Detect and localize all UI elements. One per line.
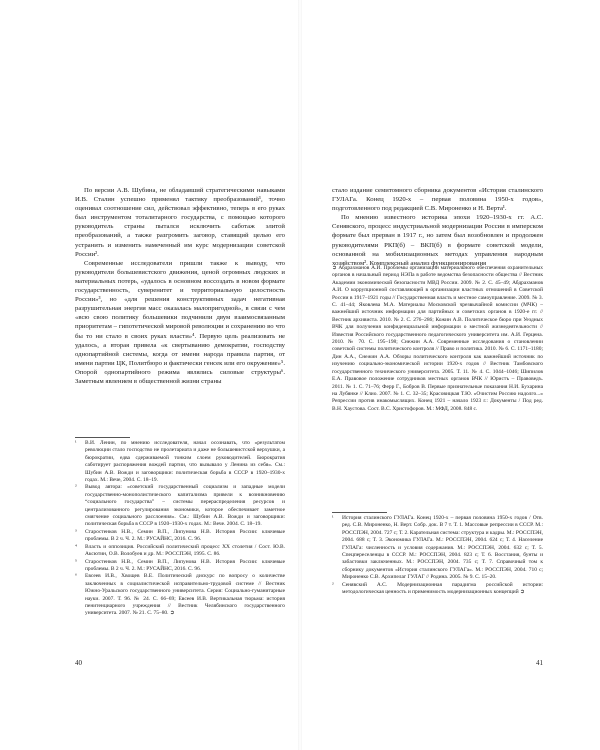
footnote-number: ⁴	[75, 543, 77, 550]
footnote-number: ⁵	[75, 558, 77, 565]
footnote-number: ¹	[75, 440, 77, 446]
right-footnotes	[332, 265, 543, 413]
paragraph: По мнению известного историка эпохи 1920–1930-х гг. А.С. Сенявского, процесс индустриальной модернизации России в имперском формате был прерван в 1917 г., но затем был возобновлен и продолжен руководителями РКП(б) – ВКП(б) в формате советской модели, основанной на мобилизационных методах управления народным хозяйством². Комплексный анализ функционирования	[332, 214, 543, 267]
footnote	[332, 515, 543, 582]
footnote-number: ³	[75, 528, 77, 535]
footnote-separator	[75, 437, 130, 438]
footnote-text: Вывод автора: «советский государственный социализм и западные модели государственно-монополистического капитализма привели к возникновению “социального государства” – системы перераспределения ресурсов и централизованного регулирования экономики, которое обеспечивает заметное смягчение социального расслоения». См.: Шубин А.В. Вожди и заговорщики: политическая борьба в СССР в 1920–1930-х годах. М.: Вече. 2004. С. 18–19.	[85, 484, 285, 528]
footnote-number: ²	[332, 581, 334, 588]
paragraph: Современные исследователи пришли также к выводу, что руководители большевистского движения, ценой огромных людских и материальных потерь, «удалось в основном воссоздать в новом формате государственность, суверенитет и территориальную целостность России»³, но «для решения конструктивных задач негативная разрушительная энергия масс оказалась малопригодной», в связи с чем «всю свою политику большевики подчинили двум взаимосвязанным приоритетам – гипотетической мировой революции и сохранению во что бы то ни стало в своих руках власти»⁴. Первую цель реализовать не удалось, а вторая привела «к свертыванию демократии, господству однопартийной системы, когда от имени народа правила партия, от имени партии ЦК, Политбюро и фактически генсек или его окружение»⁵. Опорой однопартийного режима являлись силовые структуры⁶. Заметным явлением в общественной жизни страны	[75, 259, 285, 385]
left-footnotes	[75, 440, 285, 618]
footnote-number: ¹	[332, 515, 334, 521]
footnote-number: ⁶	[75, 573, 77, 580]
right-body-text	[332, 186, 543, 268]
footnote-text: В.И. Ленин, по мнению исследователя, начал осознавать, что «результатом революции стало господство не пролетариата и даже не большевистской верхушки, а бюрократии, едва сдерживаемой тонким слоем руководителей. Бюрократия саботирует распоряжения вождей партии, что вызывало у Ленина из себя». См.: Шубин А.В. Вожди и заговорщики: политическая борьба в СССР в 1920–1930-х годах. М.: Вече, 2004. С. 18–19.	[85, 440, 285, 484]
footnote	[75, 544, 285, 559]
footnote	[75, 573, 285, 617]
right-page	[300, 0, 600, 750]
paragraph: По версии А.В. Шубина, не обладавший стратегическими навыками И.В. Сталин успешно применял тактику преобразований¹, точно оценивал соотношение сил, действовал эффективно, теперь в его руках был инструментом тоталитарного государства, с помощью которого руководитель страны пытался исключить саботаж элитой преобразований, а также разгромить заговор, ставящий целью его устранить и изменить намеченный им курс модернизации советской России².	[75, 187, 285, 258]
footnote	[75, 440, 285, 484]
footnote	[75, 559, 285, 574]
right-footnotes-new	[332, 515, 543, 596]
footnote-text: История сталинского ГУЛАГа. Конец 1920-х – первая половина 1950-х годов / Отв. ред. С.В. Мироненко, Н. Верт. Собр. док. В 7 т. Т. 1. Массовые репрессии в СССР. М.: РОССПЭН, 2004. 727 с; Т. 2. Карательная система: структура и кадры. М.: РОССПЭН, 2004. 688 с; Т. 3. Экономика ГУЛАГа. М.: РОССПЭН, 2004. 624 с; Т. 4. Население ГУЛАГа: численность и условия содержания. М.: РОССПЭН, 2004. 632 с; Т. 5. Спецпереселенцы в СССР. М.: РОССПЭН, 2004. 823 с; Т. 6. Восстания, бунты и забастовки заключенных. М.: РОССПЭН, 2004. 735 с; Т. 7. Справочный том к сборнику документов «История сталинского ГУЛАГа». М.: РОССПЭН, 2004. 710 с; Мироненко С.В. Архипелаг ГУЛАГ // Родина. 2005. № 9. С. 15–20.	[342, 515, 543, 581]
page-number: 40	[75, 659, 82, 667]
footnote-text: Старостенков Н.В., Семин В.П., Липунова Н.В. История России: ключевые проблемы. В 2 ч. Ч. 2. М.: РУСАЙНС, 2016. С. 96.	[85, 528, 285, 543]
footnote-number: ²	[75, 484, 77, 491]
paragraph: стало издание семитомного сборника документов «История сталинского ГУЛАГа. Конец 1920-х – первая половина 1950-х годов», подготовленного под редакцией С.В. Мироненко и Н. Верта¹.	[332, 187, 543, 213]
footnote-continuation: ➲ Абдрахманов А.И. Проблемы организации материального обеспечения охранительных органов в начальный период НЭПа в работе ведомства безопасности общества // Вестник Академии экономической безопасности МВД России. 2009. № 2. С. 45–49; Абдрахманов А.И. О коррупционной составляющей в организации властных отношений в Советской России в 1917–1921 годы // Государственная власть и местное самоуправление. 2009. № 3. С. 41–44; Яковлева М.А. Материалы Московской чрезвычайной комиссии (МЧК) – важнейший источник информации для партийных и советских органов в 1920-е гг. // Вестник архивиста. 2010. № 2. С. 276–286; Кожин А.В. Политическое бюро при Уездных ВЧК для получения конфиденциальной информации о местной жизнедеятельности // Известия Российского государственного педагогического университета им. А.И. Герцена. 2010. № 70. С. 195–198; Снежин А.А. Современные исследования о становлении советской системы политического контроля // Право и политика. 2010. № 6. С. 1171–1180; Дин А.А., Снежин А.А. Обзоры политического контроля как важнейший источник по изучению социально-экономической истории 1920-х годов // Вестник Тамбовского государственного технического университета. 2005. Т. 11. № 4. С. 1044–1046; Шипилов Е.А. Правовое положение сотрудников местных органов ВЧК // Юристъ – Правоведъ. 2011. № 1. С. 71–76; Ферр Г., Бобров В. Первые признательные показания Н.И. Бухарина на Лубянке // Клио. 2007. № 1. С. 32–35; Красовицкая Т.Ю. «Очистим Россию надолго...» Репрессии против инакомыслящих. Конец 1921 – начало 1923 г.: Документы / Под ред. В.Н. Хаустова. Сост. В.С. Христофоров. М.: МФД, 2008. 848 с.	[332, 265, 543, 412]
footnote-text: Старостенков Н.В., Семин В.П., Липунова Н.В. История России: ключевые проблемы. В 2 ч. Ч. 2. М.: РУСАЙНС, 2016. С. 96.	[85, 558, 285, 572]
footnote-text: Власть и оппозиция. Российский политический процесс XX столетия / Сост. Ю.В. Аксютин, О.В. Волобуев и др. М.: РОССПЭН, 1995. С. 86.	[85, 543, 285, 558]
footnote	[75, 484, 285, 528]
footnote-separator	[332, 512, 387, 513]
footnote	[332, 582, 543, 597]
footnote-text: Сенявский А.С. Модернизационная парадигма российской истории: методологическая ценность и применимость модернизационных концепций ➲	[342, 581, 543, 596]
footnote-text: Евсеев И.В., Хвощев В.Е. Политический дискурс по вопросу о количестве заключенных в социалистической исправительно-трудовой системе // Вестник Южно-Уральского государственного университета. Серия: Социально-гуманитарные науки. 2007. Т. 96. № 24. С. 66–69; Евсеев И.В. Вертикальная тюрьма: история пенитенциарного учреждения // Вестник Челябинского государственного университета. 2007. № 21. С. 75–80. ➲	[85, 573, 285, 617]
left-body-text	[75, 186, 285, 386]
footnote	[75, 529, 285, 544]
page-number: 41	[536, 659, 543, 667]
